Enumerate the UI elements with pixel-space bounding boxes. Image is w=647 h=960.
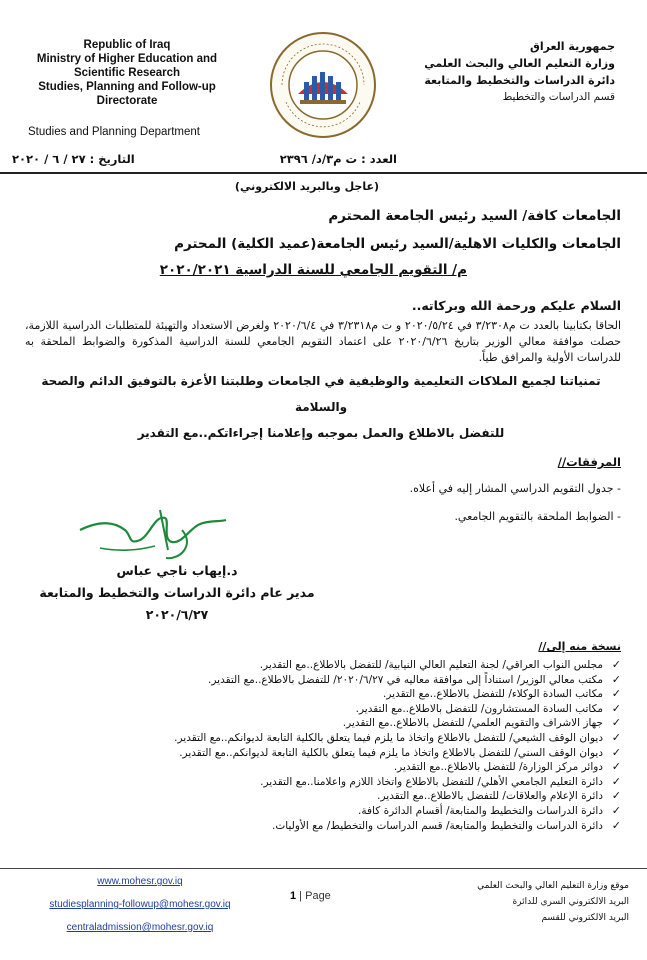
attachment-item: - جدول التقويم الدراسي المشار إليه في أعلاه. bbox=[409, 482, 621, 495]
copy-recipient: مكتب معالي الوزير/ استناداً إلى موافقة معاليه في ٢٠٢٠/٦/٢٧/ للتفضل بالاطلاع..مع التقدير. bbox=[208, 673, 603, 686]
page-number: 1 bbox=[290, 890, 297, 902]
footer-ar-line: البريد الالكتروني السري للدائرة bbox=[512, 897, 629, 907]
copy-recipient: دائرة الدراسات والتخطيط والمتابعة/ قسم الدراسات والتخطيط/ مع الأوليات. bbox=[272, 819, 603, 832]
page-label: Page bbox=[305, 890, 331, 902]
email-link[interactable]: centraladmission@mohesr.gov.iq bbox=[66, 922, 214, 933]
header-en-line: Studies, Planning and Follow-up bbox=[38, 81, 216, 93]
copy-recipient: ديوان الوقف الشيعي/ للتفضل بالاطلاع واتخاذ ما يلزم فيما يتعلق بالكلية التابعة لديوانكم..مع التقدير. bbox=[174, 731, 603, 744]
list-item bbox=[61, 687, 621, 702]
attachment-item: - الضوابط الملحقة بالتقويم الجامعي. bbox=[454, 510, 621, 523]
footer-arabic bbox=[477, 878, 629, 926]
wishes bbox=[21, 368, 621, 446]
list-item bbox=[61, 702, 621, 717]
header-ar-line: دائرة الدراسات والتخطيط والمتابعة bbox=[424, 74, 615, 87]
checkmark-icon: ✓ bbox=[611, 760, 621, 774]
ministry-seal-icon bbox=[268, 30, 378, 140]
list-item bbox=[61, 746, 621, 761]
footer-links bbox=[0, 876, 280, 933]
checkmark-icon: ✓ bbox=[611, 672, 621, 686]
list-item bbox=[61, 673, 621, 688]
copy-recipient: دوائر مركز الوزارة/ للتفضل بالاطلاع..مع التقدير. bbox=[393, 761, 603, 774]
copy-recipient: دائرة الدراسات والتخطيط والمتابعة/ أقسام الدائرة كافة. bbox=[358, 804, 603, 817]
footer-ar-line: البريد الالكتروني للقسم bbox=[541, 913, 629, 923]
wish-line: للتفضل بالاطلاع والعمل بموجبه وإعلامنا إجراءاتكم..مع التقدير bbox=[137, 426, 505, 440]
checkmark-icon: ✓ bbox=[611, 716, 621, 730]
list-item bbox=[61, 804, 621, 819]
letter-subject: م/ التقويم الجامعي للسنة الدراسية ٢٠٢٠/٢٠٢١ bbox=[159, 262, 467, 278]
list-item bbox=[61, 731, 621, 746]
greeting: السلام عليكم ورحمة الله وبركاته.. bbox=[411, 298, 621, 313]
footer-divider bbox=[0, 868, 647, 869]
urgent-note: (عاجل وبالبريد الالكتروني) bbox=[234, 180, 379, 193]
header-en-line: Republic of Iraq bbox=[83, 39, 171, 51]
addressee-1: الجامعات كافة/ السيد رئيس الجامعة المحترم bbox=[328, 208, 621, 224]
copy-recipient: ديوان الوقف السني/ للتفضل بالاطلاع واتخاذ ما يلزم فيما يتعلق بالكلية التابعة لديوانكم..مع التقدير. bbox=[179, 746, 603, 759]
checkmark-icon: ✓ bbox=[611, 658, 621, 671]
list-item bbox=[61, 658, 621, 673]
header-ar-department: قسم الدراسات والتخطيط bbox=[502, 91, 615, 103]
copies-list bbox=[61, 658, 621, 833]
footer-ar-line: موقع وزارة التعليم العالي والبحث العلمي bbox=[477, 881, 629, 891]
checkmark-icon: ✓ bbox=[611, 818, 621, 832]
header-english bbox=[12, 38, 242, 108]
copy-recipient: دائرة التعليم الجامعي الأهلي/ للتفضل بالاطلاع واتخاذ اللازم واعلامنا..مع التقدير. bbox=[260, 775, 603, 788]
header-divider bbox=[0, 172, 647, 174]
list-item bbox=[61, 716, 621, 731]
copies-title: نسخة منه إلى// bbox=[538, 640, 621, 653]
reference-number: العدد : ت م٣/د/ ٢٣٩٦ bbox=[279, 152, 397, 166]
reference-date: التاريخ : ٢٧ / ٦ / ٢٠٢٠ bbox=[12, 152, 135, 166]
header-en-line: Scientific Research bbox=[73, 67, 181, 79]
checkmark-icon: ✓ bbox=[611, 803, 621, 817]
signer-name: د.إيهاب ناجي عباس bbox=[116, 563, 238, 578]
copy-recipient: مكاتب السادة المستشارون/ للتفضل بالاطلاع..مع التقدير. bbox=[355, 702, 603, 715]
copy-recipient: مجلس النواب العراقي/ لجنة التعليم العالي النيابية/ للتفضل بالاطلاع..مع التقدير. bbox=[259, 659, 603, 671]
header-en-line: Ministry of Higher Education and bbox=[36, 53, 218, 65]
list-item bbox=[61, 775, 621, 790]
copy-recipient: مكاتب السادة الوكلاء/ للتفضل بالاطلاع..مع التقدير. bbox=[383, 688, 603, 701]
list-item bbox=[61, 789, 621, 804]
checkmark-icon: ✓ bbox=[611, 687, 621, 701]
copy-recipient: دائرة الإعلام والعلاقات/ للتفضل بالاطلاع..مع التقدير. bbox=[377, 790, 603, 803]
checkmark-icon: ✓ bbox=[611, 745, 621, 759]
ministry-logo bbox=[268, 30, 378, 140]
list-item bbox=[61, 760, 621, 775]
website-link[interactable]: www.mohesr.gov.iq bbox=[97, 876, 183, 887]
wish-line: تمنياتنا لجميع الملاكات التعليمية والوظيفية في الجامعات وطلبتنا الأعزة بالتوفيق الدائم والصحة والسلامة bbox=[41, 374, 601, 414]
header-ar-line: وزارة التعليم العالي والبحث العلمي bbox=[424, 57, 615, 70]
checkmark-icon: ✓ bbox=[611, 730, 621, 744]
checkmark-icon: ✓ bbox=[611, 774, 621, 788]
signer-block bbox=[37, 560, 317, 626]
reference-row bbox=[0, 150, 647, 172]
addressee-2: الجامعات والكليات الاهلية/السيد رئيس الجامعة(عميد الكلية) المحترم bbox=[174, 236, 621, 252]
header-en-department: Studies and Planning Department bbox=[28, 126, 200, 138]
checkmark-icon: ✓ bbox=[611, 789, 621, 803]
page-indicator: 1 | Page bbox=[290, 890, 331, 902]
body-paragraph: الحاقا بكتابينا بالعدد ت م٣/٢٣٠٨ في ٢٠٢٠/٥/٢٤ و ت م٣/٢٣١٨ في ٢٠٢٠/٦/٤ ولغرض الاستعداد والتهيئة للمتطلبات الدراسية اللازمة، حصلت موافقة معالي الوزير بتاريخ ٢٠٢٠/٦/٢٦ على اعتماد التقويم الجامعي للسنة الدراسية المذكورة والضوابط الملحقة به للدراسات الأولية والمرافق طياً. bbox=[25, 319, 621, 364]
attachments-title: المرفقات// bbox=[557, 455, 621, 469]
checkmark-icon: ✓ bbox=[611, 701, 621, 715]
list-item bbox=[61, 819, 621, 834]
header-arabic bbox=[415, 38, 615, 106]
signer-date: ٢٠٢٠/٦/٢٧ bbox=[145, 607, 209, 622]
email-link[interactable]: studiesplanning-followup@mohesr.gov.iq bbox=[49, 899, 231, 910]
header-en-line: Directorate bbox=[96, 95, 158, 107]
signer-title: مدير عام دائرة الدراسات والتخطيط والمتابعة bbox=[39, 585, 315, 600]
copy-recipient: جهاز الاشراف والتقويم العلمي/ للتفضل بالاطلاع..مع التقدير. bbox=[342, 717, 603, 730]
header-ar-line: جمهورية العراق bbox=[530, 40, 615, 53]
